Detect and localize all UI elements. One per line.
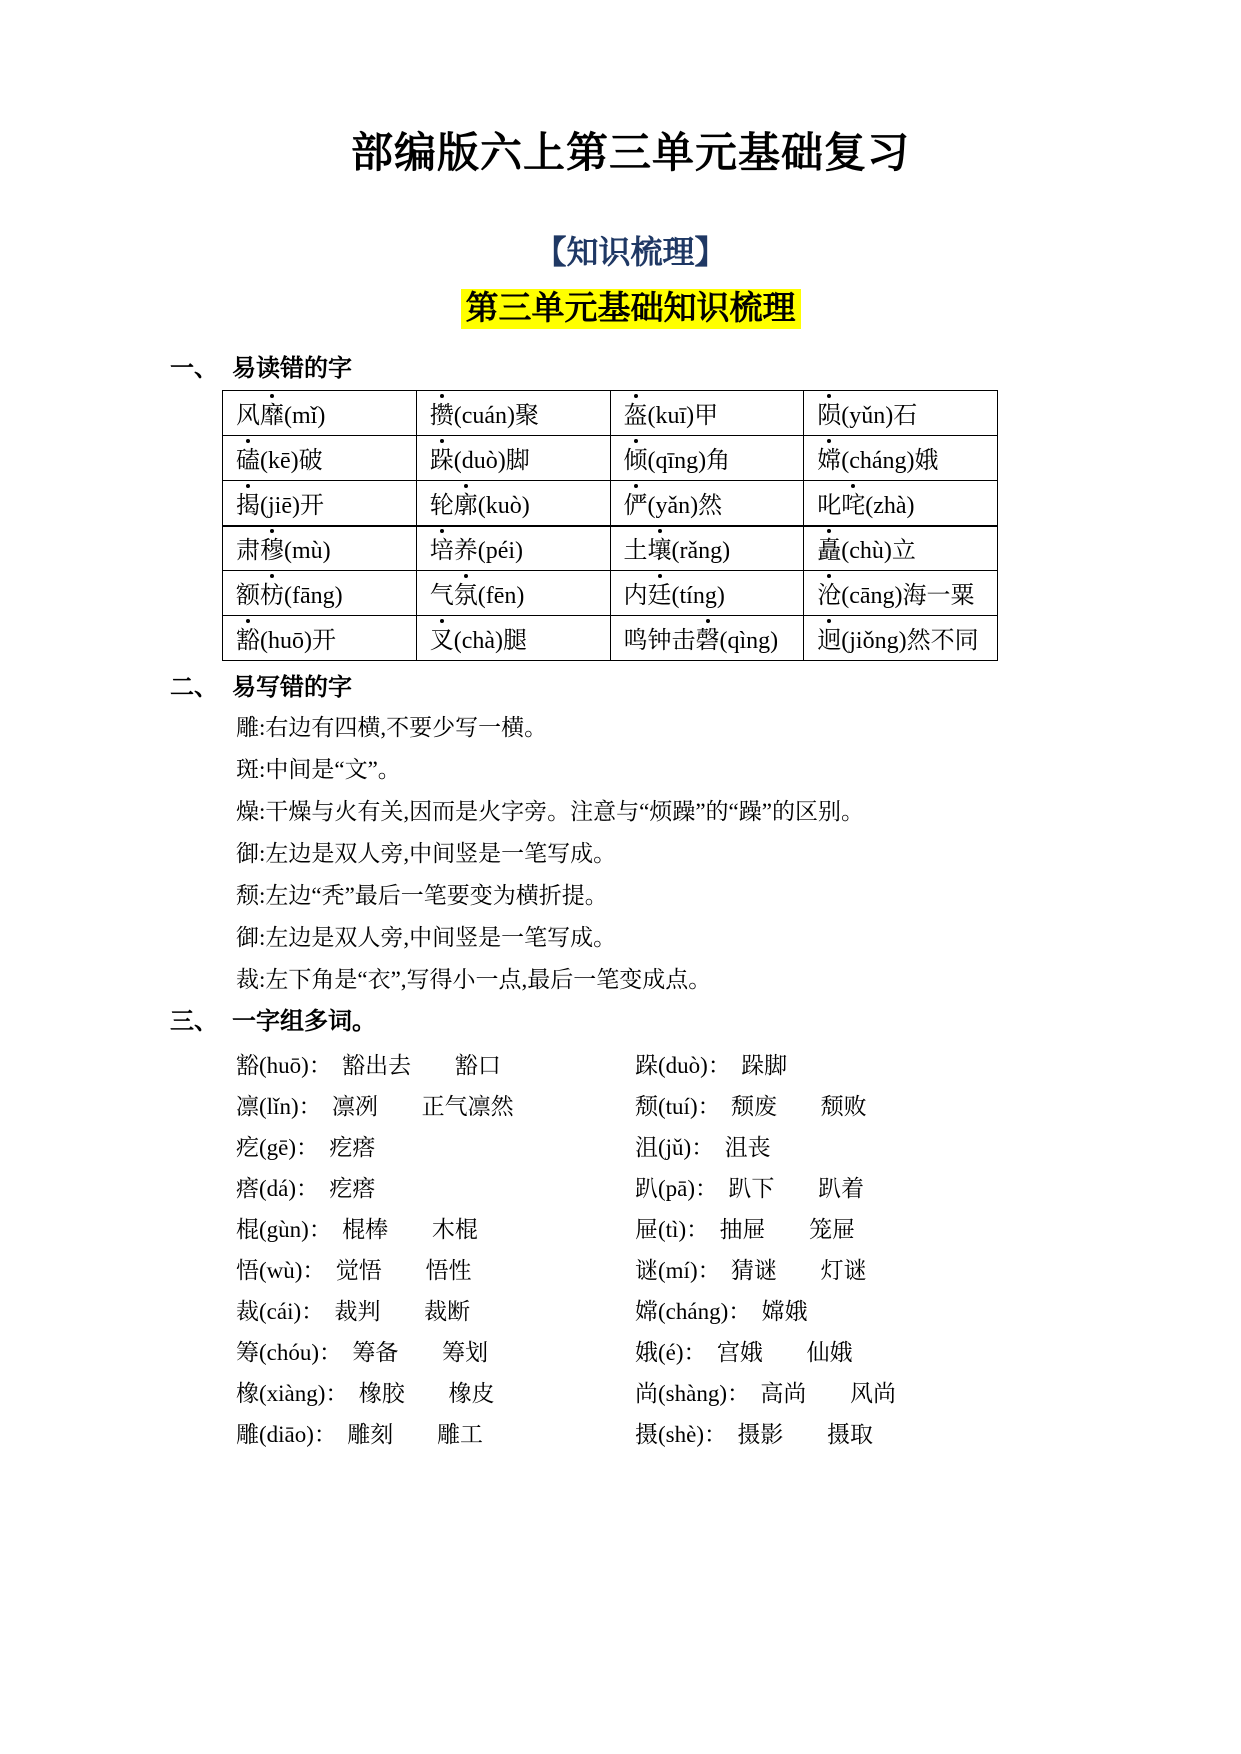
reading-cell: 磕(kē)破 xyxy=(223,436,417,481)
reading-cell: 轮廓(kuò) xyxy=(416,481,610,526)
table-row xyxy=(223,616,998,661)
word-item xyxy=(236,1332,635,1373)
reading-cell: 培养(péi) xyxy=(416,526,610,571)
writing-note: 裁:左下角是“衣”,写得小一点,最后一笔变成点。 xyxy=(236,967,712,992)
word: 笼屉 xyxy=(809,1217,856,1242)
section3-number: 三、 xyxy=(170,1008,218,1035)
word-head: 屉(tì)： xyxy=(635,1217,710,1242)
word-head: 嫦(cháng)： xyxy=(635,1299,752,1324)
word: 筹划 xyxy=(442,1340,489,1365)
word-item xyxy=(236,1373,635,1414)
word: 嫦娥 xyxy=(761,1299,808,1324)
reading-cell: 盔(kuī)甲 xyxy=(610,391,804,436)
section2-label: 易写错的字 xyxy=(232,674,352,701)
emphasized-char: 跺 xyxy=(429,448,454,474)
emphasized-char: 靡 xyxy=(260,403,284,429)
word: 豁口 xyxy=(454,1053,501,1078)
emphasized-char: 揭 xyxy=(236,492,260,519)
word: 风尚 xyxy=(850,1381,897,1406)
word-item xyxy=(236,1168,635,1209)
writing-note: 颓:左边“秃”最后一笔要变为横折提。 xyxy=(236,883,608,908)
word-head: 颓(tuí)： xyxy=(635,1094,721,1119)
page-title: 部编版六上第三单元基础复习 xyxy=(350,129,910,176)
word-item xyxy=(635,1209,896,1250)
word-head: 跺(duò)： xyxy=(635,1053,731,1078)
table-row xyxy=(223,436,998,481)
word: 疙瘩 xyxy=(329,1135,376,1160)
word: 豁出去 xyxy=(342,1053,412,1078)
reading-cell: 叉(chà)腿 xyxy=(416,616,610,661)
reading-cell: 陨(yǔn)石 xyxy=(804,391,998,436)
emphasized-char: 廷 xyxy=(647,583,672,609)
word: 疙瘩 xyxy=(329,1176,376,1201)
table-row xyxy=(223,526,998,571)
word: 凛冽 xyxy=(331,1094,378,1119)
reading-cell: 豁(huō)开 xyxy=(223,616,417,661)
section3-heading xyxy=(170,1007,1091,1037)
word-head: 摄(shè)： xyxy=(635,1422,727,1447)
emphasized-char: 俨 xyxy=(623,492,648,519)
word-item xyxy=(635,1127,896,1168)
word-item xyxy=(236,1209,635,1250)
emphasized-char: 廓 xyxy=(453,492,478,519)
emphasized-char: 攒 xyxy=(429,403,454,429)
emphasized-char: 穆 xyxy=(260,538,284,565)
emphasized-char: 盔 xyxy=(623,403,648,429)
word-head: 凛(lǐn)： xyxy=(236,1094,322,1119)
word-head: 沮(jǔ)： xyxy=(635,1135,715,1160)
writing-note: 御:左边是双人旁,中间竖是一笔写成。 xyxy=(236,841,617,866)
word-item xyxy=(236,1127,635,1168)
reading-cell: 俨(yǎn)然 xyxy=(610,481,804,526)
word: 灯谜 xyxy=(820,1258,867,1283)
knowledge-header: 【知识梳理】 xyxy=(534,234,727,270)
highlight-title-row xyxy=(170,286,1091,338)
emphasized-char: 豁 xyxy=(236,628,260,654)
word: 裁断 xyxy=(424,1299,471,1324)
word: 筹备 xyxy=(352,1340,399,1365)
section1-heading xyxy=(170,354,1091,384)
word-item xyxy=(635,1291,896,1332)
word-head: 棍(gùn)： xyxy=(236,1217,332,1242)
word: 木棍 xyxy=(431,1217,478,1242)
reading-cell: 矗(chù)立 xyxy=(804,526,998,571)
word-item xyxy=(635,1086,896,1127)
emphasized-char: 叉 xyxy=(429,628,454,654)
reading-cell: 土壤(rǎng) xyxy=(610,526,804,571)
table-row xyxy=(223,481,998,526)
word: 摄影 xyxy=(737,1422,784,1447)
word: 颓败 xyxy=(820,1094,867,1119)
word: 橡皮 xyxy=(448,1381,495,1406)
word-item xyxy=(635,1168,896,1209)
emphasized-char: 倾 xyxy=(623,448,648,474)
word-head: 谜(mí)： xyxy=(635,1258,721,1283)
word-head: 悟(wù)： xyxy=(236,1258,326,1283)
word-item xyxy=(635,1414,896,1455)
word-head: 瘩(dá)： xyxy=(236,1176,320,1201)
word: 沮丧 xyxy=(724,1135,771,1160)
emphasized-char: 磬 xyxy=(695,628,720,654)
word-head: 疙(gē)： xyxy=(236,1135,320,1160)
reading-cell: 鸣钟击磬(qìng) xyxy=(610,616,804,661)
word: 雕工 xyxy=(436,1422,483,1447)
emphasized-char: 嫦 xyxy=(817,448,842,474)
word: 趴下 xyxy=(728,1176,775,1201)
reading-cell: 风靡(mǐ) xyxy=(223,391,417,436)
section2-number: 二、 xyxy=(170,674,218,701)
writing-note: 御:左边是双人旁,中间竖是一笔写成。 xyxy=(236,925,617,950)
word: 趴着 xyxy=(818,1176,865,1201)
word: 抽屉 xyxy=(719,1217,766,1242)
emphasized-char: 陨 xyxy=(817,403,842,429)
word-head: 雕(diāo)： xyxy=(236,1422,337,1447)
word-item xyxy=(635,1045,896,1086)
reading-cell: 叱咤(zhà) xyxy=(804,481,998,526)
emphasized-char: 咤 xyxy=(841,492,866,519)
reading-cell: 额枋(fāng) xyxy=(223,571,417,616)
reading-cell: 倾(qīng)角 xyxy=(610,436,804,481)
emphasized-char: 枋 xyxy=(260,583,284,609)
word: 宫娥 xyxy=(716,1340,763,1365)
word: 颓废 xyxy=(730,1094,777,1119)
word-head: 娥(é)： xyxy=(635,1340,707,1365)
section2-heading xyxy=(170,673,1091,703)
reading-cell: 气氛(fēn) xyxy=(416,571,610,616)
word-head: 豁(huō)： xyxy=(236,1053,332,1078)
writing-note: 雕:右边有四横,不要少写一横。 xyxy=(236,715,548,740)
writing-note: 燥:干燥与火有关,因而是火字旁。注意与“烦躁”的“躁”的区别。 xyxy=(236,799,864,824)
word-item xyxy=(236,1414,635,1455)
word: 高尚 xyxy=(760,1381,807,1406)
reading-cell: 嫦(cháng)娥 xyxy=(804,436,998,481)
emphasized-char: 迥 xyxy=(817,628,842,654)
word-item xyxy=(236,1250,635,1291)
word-item xyxy=(236,1045,635,1086)
reading-cell: 沧(cāng)海一粟 xyxy=(804,571,998,616)
writing-notes xyxy=(170,707,1091,1001)
reading-cell: 内廷(tíng) xyxy=(610,571,804,616)
table-row xyxy=(223,391,998,436)
word-head: 裁(cái)： xyxy=(236,1299,325,1324)
readings-table-body xyxy=(223,391,998,661)
emphasized-char: 壤 xyxy=(647,538,672,565)
reading-cell: 攒(cuán)聚 xyxy=(416,391,610,436)
word-head: 橡(xiàng)： xyxy=(236,1381,349,1406)
reading-cell: 肃穆(mù) xyxy=(223,526,417,571)
writing-note: 斑:中间是“文”。 xyxy=(236,757,401,782)
word-head: 筹(chóu)： xyxy=(236,1340,343,1365)
word-item xyxy=(236,1291,635,1332)
reading-cell: 跺(duò)脚 xyxy=(416,436,610,481)
section3-label: 一字组多词。 xyxy=(232,1008,376,1035)
emphasized-char: 矗 xyxy=(817,538,842,565)
word: 雕刻 xyxy=(347,1422,394,1447)
wordlist-left xyxy=(236,1045,635,1455)
word-item xyxy=(635,1332,896,1373)
word: 橡胶 xyxy=(358,1381,405,1406)
word-item xyxy=(635,1373,896,1414)
reading-cell: 迥(jiǒng)然不同 xyxy=(804,616,998,661)
word-head: 趴(pā)： xyxy=(635,1176,719,1201)
word-item xyxy=(635,1250,896,1291)
word: 猜谜 xyxy=(730,1258,777,1283)
word-item xyxy=(236,1086,635,1127)
word: 仙娥 xyxy=(806,1340,853,1365)
section1-number: 一、 xyxy=(170,355,218,382)
emphasized-char: 沧 xyxy=(817,583,842,609)
word: 跺脚 xyxy=(741,1053,788,1078)
wordlist-right xyxy=(635,1045,896,1455)
word-head: 尚(shàng)： xyxy=(635,1381,750,1406)
emphasized-char: 氛 xyxy=(453,583,478,609)
word-groups xyxy=(236,1045,1091,1455)
emphasized-char: 培 xyxy=(429,538,454,565)
word: 觉悟 xyxy=(335,1258,382,1283)
table-row xyxy=(223,571,998,616)
word: 裁判 xyxy=(334,1299,381,1324)
word: 正气凛然 xyxy=(421,1094,514,1119)
emphasized-char: 磕 xyxy=(236,448,260,474)
word: 棍棒 xyxy=(342,1217,389,1242)
section1-label: 易读错的字 xyxy=(232,355,352,382)
confusable-readings-table xyxy=(222,390,998,661)
highlight-title: 第三单元基础知识梳理 xyxy=(461,289,801,329)
reading-cell: 揭(jiē)开 xyxy=(223,481,417,526)
word: 悟性 xyxy=(425,1258,472,1283)
word: 摄取 xyxy=(827,1422,874,1447)
